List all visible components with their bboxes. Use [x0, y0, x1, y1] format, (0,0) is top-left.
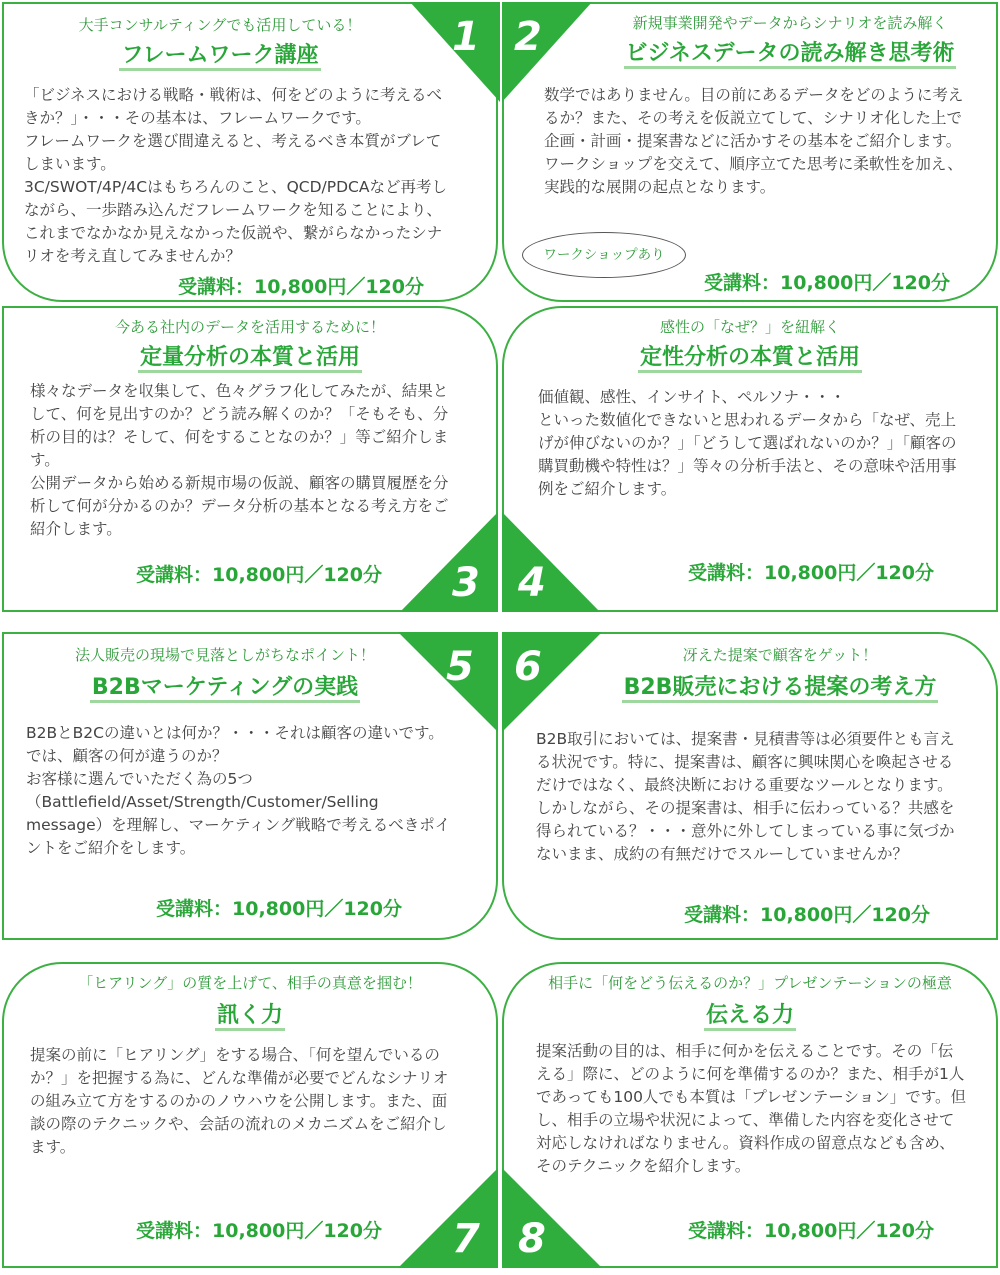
course-description: B2BとB2Cの違いとは何か？・・・それは顧客の違いです。では、顧客の何が違うのか？ お客様に選んでいただく為の5つ （Battlefield/Asset/Strength/Customer/Selling message）を理解し、マーケティング戦略で考えるべきポイントをご紹介をします。: [26, 724, 451, 857]
course-number-1: 1: [452, 14, 480, 60]
course-number-6: 6: [514, 644, 542, 690]
course-description: 様々なデータを収集して、色々グラフ化してみたが、結果として、何を見出すのか？どう読み解くのか？「そもそも、分析の目的は？そして、何をすることなのか？」等ご紹介します。 公開データから始める新規市場の仮説、顧客の購買履歴を分析して何が分かるのか？データ分析の基本となる考え方をご紹介します。: [30, 382, 449, 538]
number-triangle-8: [502, 1168, 602, 1268]
course-title: ビジネスデータの読み解き思考術: [504, 36, 996, 67]
course-number-2: 2: [514, 14, 542, 60]
workshop-badge: ワークショップあり: [522, 232, 686, 278]
course-title: 定量分析の本質と活用: [4, 340, 496, 371]
course-price: 受講料：10,800円／120分: [684, 904, 930, 926]
course-subtitle: 冴えた提案で顧客をゲット！: [682, 646, 878, 664]
course-title: B2B販売における提案の考え方: [504, 670, 996, 701]
course-number-5: 5: [446, 644, 474, 690]
course-subtitle: 感性の「なぜ？」を紐解く: [659, 318, 840, 336]
course-number-7: 7: [452, 1216, 480, 1262]
course-subtitle: 相手に「何をどう伝えるのか？」プレゼンテーションの極意: [548, 974, 952, 992]
course-subtitle: 法人販売の現場で見落としがちなポイント！: [74, 646, 375, 664]
course-subtitle: 「ヒアリング」の質を上げて、相手の真意を掴む！: [78, 974, 422, 992]
course-subtitle: 大手コンサルティングでも活用している！: [78, 16, 362, 34]
course-price: 受講料：10,800円／120分: [156, 898, 402, 920]
course-subtitle: 今ある社内のデータを活用するために！: [114, 318, 385, 336]
course-description: 提案の前に「ヒアリング」をする場合、「何を望んでいるのか？」を把握する為に、どんな準備が必要でどんなシナリオの組み立て方をするのかのノウハウを公開します。また、面談の際のテクニックや、会話の流れのメカニズムをご紹介します。: [30, 1046, 449, 1156]
number-triangle-3: [400, 512, 498, 612]
course-description: 価値観、感性、インサイト、ペルソナ・・・ といった数値化できないと思われるデータから「なぜ、売上げが伸びないのか？」「どうして選ばれないのか？」「顧客の購買動機や特性は？」等々の分析手法と、その意味や活用事例をご紹介します。: [538, 388, 957, 498]
course-title: フレームワーク講座: [4, 38, 496, 69]
course-number-8: 8: [518, 1216, 546, 1262]
course-title: 定性分析の本質と活用: [504, 340, 996, 371]
course-price: 受講料：10,800円／120分: [136, 1220, 382, 1242]
course-description: B2B取引においては、提案書・見積書等は必須要件とも言える状況です。特に、提案書は、顧客に興味関心を喚起させるだけではなく、最終決断における重要なツールとなります。 しかしながら、その提案書は、相手に伝わっている？共感を得られている？・・・意外に外してしまっている事に気づかないまま、成約の有無だけでスルーしていませんか？: [536, 730, 955, 863]
course-title: 訊く力: [4, 998, 496, 1029]
course-subtitle: 新規事業開発やデータからシナリオを読み解く: [632, 14, 948, 32]
course-price: 受講料：10,800円／120分: [704, 272, 950, 294]
course-description: 数学ではありません。目の前にあるデータをどのように考えるか？また、その考えを仮説立てして、シナリオ化した上で企画・計画・提案書などに活かすその基本をご紹介します。 ワークショップを交えて、順序立てた思考に柔軟性を加え、実践的な展開の起点となります。: [544, 86, 964, 196]
course-title: B2Bマーケティングの実践: [4, 670, 496, 701]
course-description: 提案活動の目的は、相手に何かを伝えることです。その「伝える」際に、どのように何を準備するのか？また、相手が1人であっても100人でも本質は「プレゼンテーション」です。但し、相手の立場や状況によって、準備した内容を変化させて対応しなければなりません。資料作成の留意点なども含め、そのテクニックを紹介します。: [536, 1042, 966, 1175]
course-title: 伝える力: [504, 998, 996, 1029]
number-triangle-4: [502, 512, 600, 612]
course-price: 受講料：10,800円／120分: [136, 564, 382, 586]
course-description: 「ビジネスにおける戦略・戦術は、何をどのように考えるべきか？」・・・その基本は、フレームワークです。 フレームワークを選び間違えると、考えるべき本質がブレてしまいます。 3C/SWOT/4P/4Cはもちろんのこと、QCD/PDCAなど再考しながら、一歩踏み込んだフレームワークを知ることにより、これまでなかなか見えなかった仮説や、繋がらなかったシナリオを考え直してみませんか？: [24, 86, 447, 265]
number-triangle-7: [398, 1168, 498, 1268]
course-number-4: 4: [518, 560, 546, 606]
course-price: 受講料：10,800円／120分: [688, 1220, 934, 1242]
course-price: 受講料：10,800円／120分: [178, 276, 424, 298]
course-price: 受講料：10,800円／120分: [688, 562, 934, 584]
course-number-3: 3: [452, 560, 480, 606]
